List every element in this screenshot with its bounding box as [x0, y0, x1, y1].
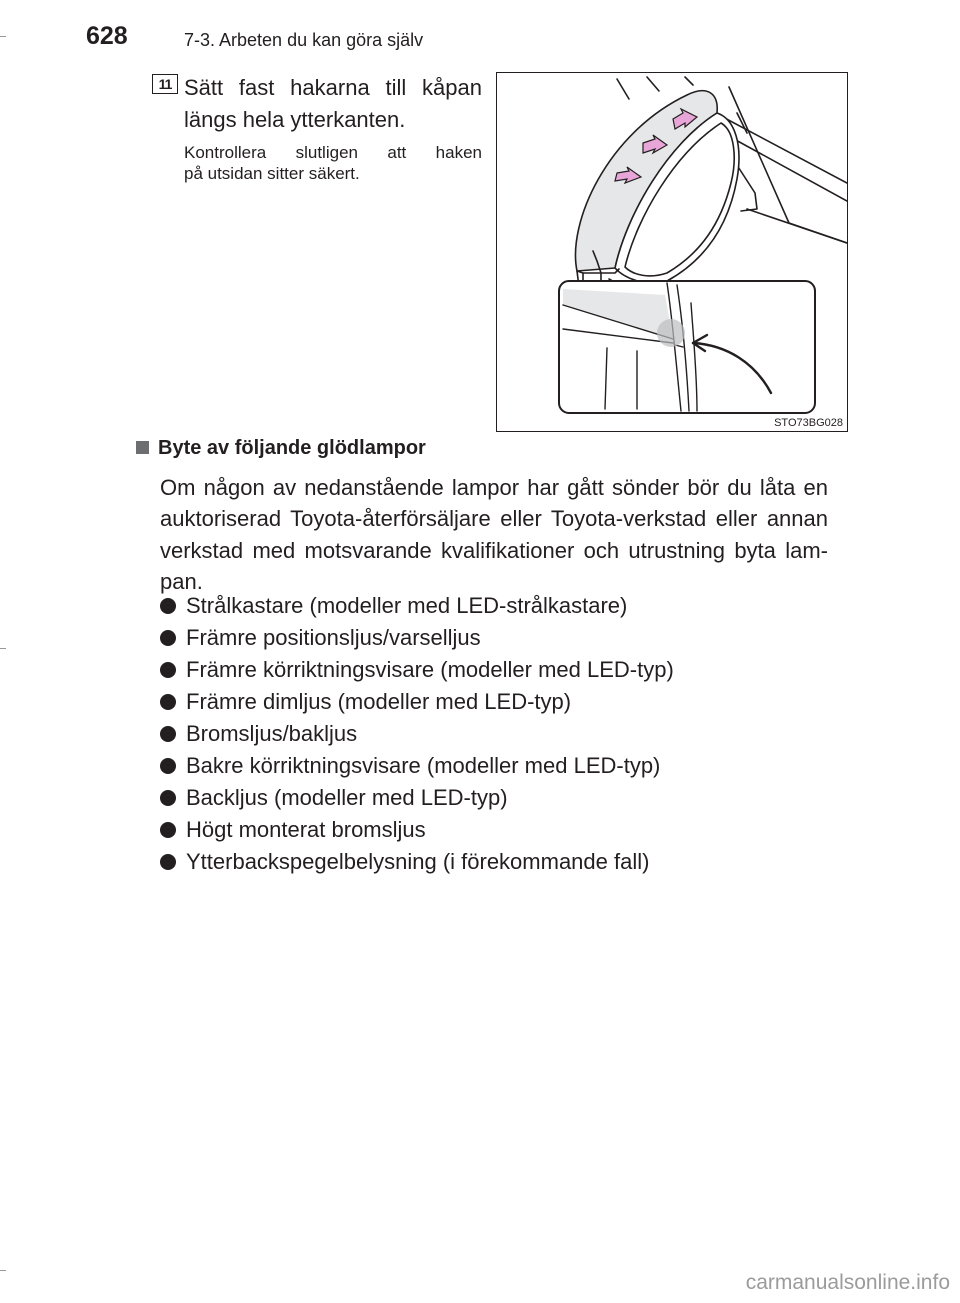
step-note-line: Kontrollera slutligen att haken — [184, 143, 482, 162]
list-item — [160, 816, 840, 848]
step-note-line: på utsidan sitter säkert. — [184, 164, 360, 183]
bullet-icon — [160, 854, 176, 870]
page-number: 628 — [86, 22, 128, 50]
section-paragraph: Om någon av nedanstående lampor har gått sönder bör du låta en auktoriserad Toyota-återförsäljare eller Toyota-verkstad eller annan verkstad med motsvarande kvalifikationer och utrustning byta lam-pan. — [160, 475, 828, 594]
list-item-text: Backljus (modeller med LED-typ) — [186, 785, 508, 810]
section-heading — [136, 437, 426, 460]
bulb-list — [160, 592, 840, 880]
crop-mark — [0, 648, 6, 649]
bullet-icon — [160, 598, 176, 614]
bullet-icon — [160, 790, 176, 806]
section-heading-text: Byte av följande glödlampor — [158, 437, 426, 459]
list-item-text: Bromsljus/bakljus — [186, 721, 358, 746]
step-number-badge: 11 — [152, 74, 178, 94]
list-item — [160, 784, 840, 816]
list-item — [160, 656, 840, 688]
list-item — [160, 752, 840, 784]
step-instruction-line: Sätt fast hakarna till kåpan — [184, 75, 482, 100]
step-instruction — [184, 72, 482, 136]
bullet-icon — [160, 758, 176, 774]
mirror-cover-illustration — [496, 72, 848, 432]
list-item-text: Ytterbackspegelbelysning (i förekommande fall) — [186, 849, 650, 874]
list-item — [160, 720, 840, 752]
step-note — [184, 142, 482, 184]
step-instruction-line: längs hela ytterkanten. — [184, 107, 406, 132]
list-item — [160, 592, 840, 624]
list-item-text: Högt monterat bromsljus — [186, 817, 426, 842]
list-item — [160, 624, 840, 656]
crop-mark — [0, 36, 6, 37]
bullet-icon — [160, 726, 176, 742]
list-item — [160, 688, 840, 720]
crop-mark — [0, 1270, 6, 1271]
bullet-icon — [160, 630, 176, 646]
list-item-text: Strålkastare (modeller med LED-strålkastare) — [186, 593, 628, 618]
figure-code: STO73BG028 — [774, 417, 843, 429]
watermark: carmanualsonline.info — [745, 1271, 950, 1294]
list-item-text: Främre körriktningsvisare (modeller med LED-typ) — [186, 657, 674, 682]
list-item-text: Främre positionsljus/varselljus — [186, 625, 481, 650]
bullet-icon — [160, 662, 176, 678]
square-bullet-icon — [136, 441, 149, 454]
mirror-illustration-svg — [497, 73, 847, 431]
list-item-text: Främre dimljus (modeller med LED-typ) — [186, 689, 572, 714]
list-item — [160, 848, 840, 880]
bullet-icon — [160, 694, 176, 710]
list-item-text: Bakre körriktningsvisare (modeller med LED-typ) — [186, 753, 661, 778]
bullet-icon — [160, 822, 176, 838]
section-title: 7-3. Arbeten du kan göra själv — [184, 30, 424, 50]
